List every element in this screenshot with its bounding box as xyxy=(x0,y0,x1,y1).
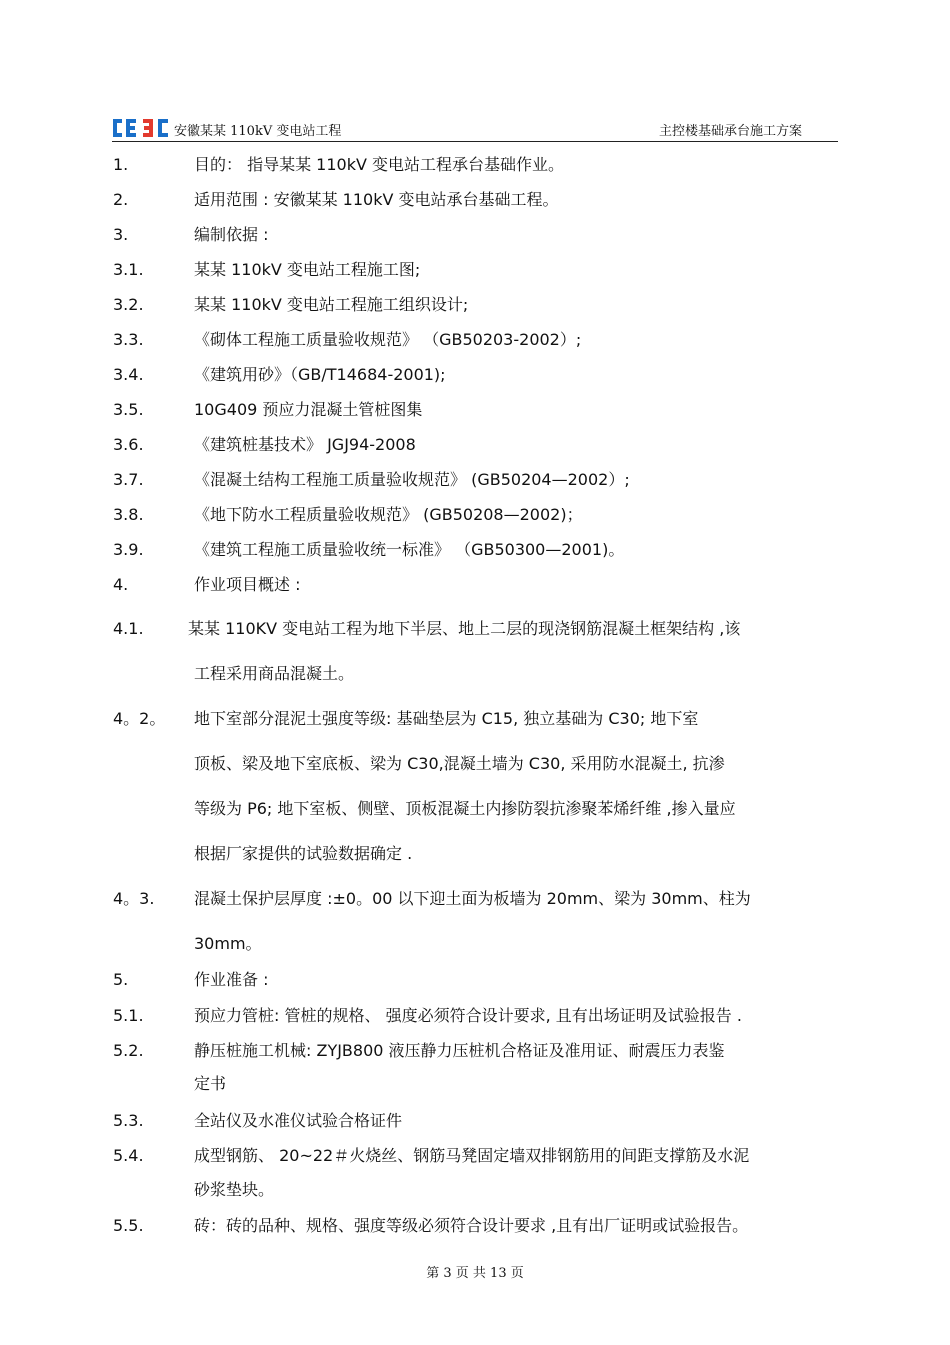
item-text: 砂浆垫块。 xyxy=(194,1180,275,1199)
header-document-title: 主控楼基础承台施工方案 xyxy=(658,124,802,139)
item-text: 作业项目概述 : xyxy=(194,575,301,594)
item-text: 地下室部分混泥土强度等级: 基础垫层为 C15, 独立基础为 C30; 地下室 xyxy=(194,709,699,728)
item-number: 3.2. xyxy=(113,295,144,314)
item-number: 3.7. xyxy=(113,470,144,489)
item-number: 3. xyxy=(113,225,129,244)
page-footer: 第 3 页 共 13 页 xyxy=(426,1266,524,1281)
item-text: 某某 110KV 变电站工程为地下半层、地上二层的现浇钢筋混凝土框架结构 ,该 xyxy=(188,619,741,638)
item-text: 《砌体工程施工质量验收规范》 （GB50203-2002）; xyxy=(194,330,582,349)
item-text: 《建筑用砂》（GB/T14684-2001); xyxy=(194,365,446,384)
item-text: 砖：砖的品种、规格、强度等级必须符合设计要求 ,且有出厂证明或试验报告。 xyxy=(194,1216,749,1235)
item-number: 4.1. xyxy=(113,619,144,638)
item-number: 3.4. xyxy=(113,365,144,384)
item-text: 30mm。 xyxy=(194,934,262,953)
item-number: 5.2. xyxy=(113,1041,144,1060)
header-project-title: 安徽某某 110kV 变电站工程 xyxy=(174,124,342,139)
item-number: 4。3. xyxy=(113,889,155,908)
item-text: 《建筑工程施工质量验收统一标准》 （GB50300—2001)。 xyxy=(194,540,625,559)
item-text: 编制依据 : xyxy=(194,225,269,244)
item-number: 3.5. xyxy=(113,400,144,419)
item-text: 定书 xyxy=(194,1074,227,1093)
page-header xyxy=(112,116,838,140)
item-number: 3.6. xyxy=(113,435,144,454)
item-text: 混凝土保护层厚度 :±0。00 以下迎土面为板墙为 20mm、梁为 30mm、柱为 xyxy=(194,889,751,908)
item-text: 目的： 指导某某 110kV 变电站工程承台基础作业。 xyxy=(194,155,565,174)
item-text: 顶板、梁及地下室底板、梁为 C30,混凝土墙为 C30, 采用防水混凝土, 抗渗 xyxy=(194,754,725,773)
ceec-logo xyxy=(112,118,172,138)
item-number: 3.1. xyxy=(113,260,144,279)
item-text: 全站仪及水准仪试验合格证件 xyxy=(194,1111,403,1130)
item-number: 3.8. xyxy=(113,505,144,524)
item-text: 工程采用商品混凝土。 xyxy=(194,664,355,683)
item-number: 4. xyxy=(113,575,129,594)
item-number: 1. xyxy=(113,155,129,174)
item-text: 根据厂家提供的试验数据确定 . xyxy=(194,844,413,863)
item-text: 某某 110kV 变电站工程施工图; xyxy=(194,260,421,279)
item-number: 4。2。 xyxy=(113,709,166,728)
item-number: 5.1. xyxy=(113,1006,144,1025)
item-number: 2. xyxy=(113,190,129,209)
item-text: 预应力管桩: 管桩的规格、 强度必须符合设计要求, 且有出场证明及试验报告 . xyxy=(194,1006,742,1025)
header-divider xyxy=(112,141,838,142)
item-text: 作业准备 : xyxy=(194,970,269,989)
item-text: 等级为 P6; 地下室板、侧壁、顶板混凝土内掺防裂抗渗聚苯烯纤维 ,掺入量应 xyxy=(194,799,736,818)
item-text: 某某 110kV 变电站工程施工组织设计; xyxy=(194,295,469,314)
item-number: 5.4. xyxy=(113,1146,144,1165)
item-number: 5.5. xyxy=(113,1216,144,1235)
item-text: 《建筑桩基技术》 JGJ94-2008 xyxy=(194,435,416,454)
item-number: 5. xyxy=(113,970,129,989)
item-number: 3.9. xyxy=(113,540,144,559)
item-text: 静压桩施工机械: ZYJB800 液压静力压桩机合格证及准用证、耐震压力表鉴 xyxy=(194,1041,725,1060)
item-text: 《地下防水工程质量验收规范》 (GB50208—2002)； xyxy=(194,505,583,524)
item-text: 10G409 预应力混凝土管桩图集 xyxy=(194,400,423,419)
item-number: 3.3. xyxy=(113,330,144,349)
item-text: 《混凝土结构工程施工质量验收规范》 (GB50204—2002）; xyxy=(194,470,630,489)
item-number: 5.3. xyxy=(113,1111,144,1130)
item-text: 适用范围 : 安徽某某 110kV 变电站承台基础工程。 xyxy=(194,190,559,209)
item-text: 成型钢筋、 20~22＃火烧丝、钢筋马凳固定墙双排钢筋用的间距支撑筋及水泥 xyxy=(194,1146,750,1165)
